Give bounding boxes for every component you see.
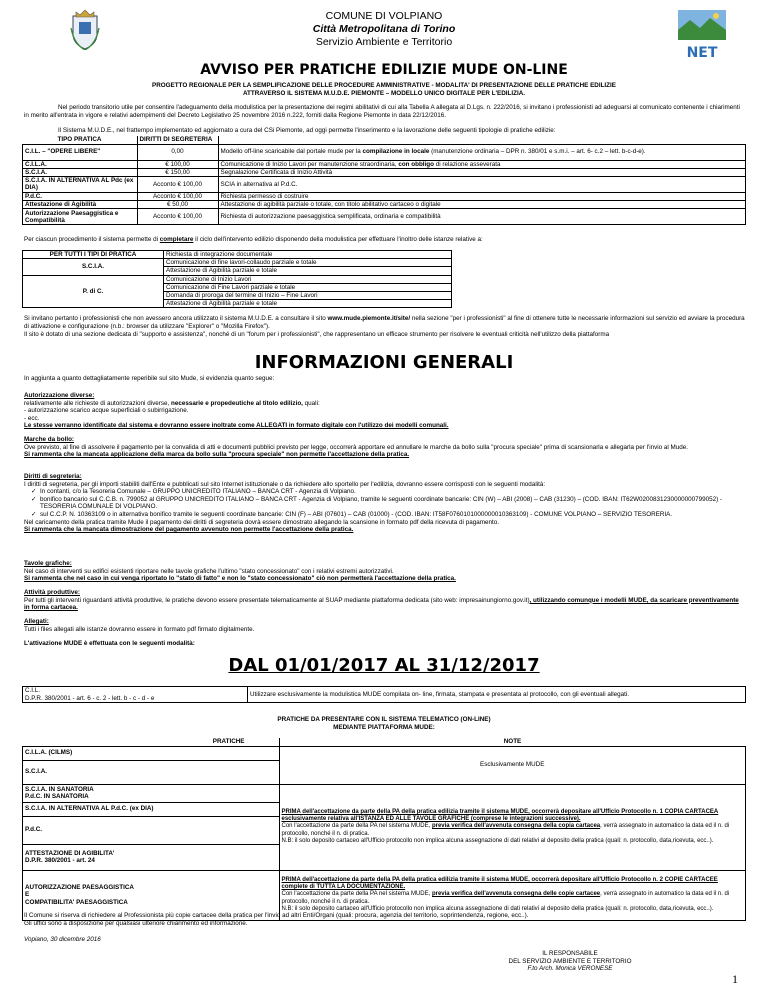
activation-line: L'attivazione MUDE è effettuata con le seguenti modalità:	[24, 640, 195, 647]
cil-cell: C.I.L. D.P.R. 380/2001 - art. 6 - c. 2 - lett. b - c - d - e	[23, 687, 248, 703]
diritti-cell: € 50,00	[137, 201, 218, 209]
net-logo	[676, 8, 728, 61]
desc-cell: Comunicazione di Inizio Lavori per manutenzione straordinaria, con obbligo di relazione asseverata	[218, 160, 746, 168]
support-paragraph: Il sito è dotato di una sezione dedicata di "supporto e assistenza", nonché di un "forum per i professionisti", che rappresentano un efficace strumento per risolvere le eventuali criticità nell'utilizzo della piattaforma	[24, 331, 610, 338]
section-title: Allegati:	[24, 618, 49, 625]
desc-cell: Attestazione di agibilità parziale o totale, con titolo abilitativo cartaceo o digitale	[218, 201, 746, 209]
service-name: Servizio Ambiente e Territorio	[315, 36, 453, 48]
page-number: 1	[732, 972, 738, 986]
system-paragraph: Il Sistema M.U.D.E., nel frattempo implementato ed aggiornato a cura del CSi Piemonte, ad oggi permette l'inserimento e la lavorazione delle seguenti tipologie di pratiche edilizie:	[58, 127, 556, 134]
practice-cell: ATTESTAZIONE DI AGIBILITA' D.P.R. 380/2001 - art. 24	[23, 844, 280, 870]
section-title: Autorizzazione diverse:	[24, 392, 95, 399]
municipality-name: COMUNE DI VOLPIANO	[325, 10, 443, 22]
subtitle-line-2: ATTRAVERSO IL SISTEMA M.U.D.E. PIEMONTE – MODELLO UNICO DIGITALE PER L'EDILIZIA.	[242, 89, 526, 97]
note-cell-b: PRIMA dell'accettazione da parte della PA della pratica edilizia tramite il sistema MUDE, occorrerà depositare all'Ufficio Protocollo n. 2 COPIE CARTACEE complete di TUTTA LA DOCUMENTAZIONE. Con l'accettazione da parte della PA nel sistema MUDE, previa verifica dell'avvenuta consegna delle copie cartacee, verrà assegnato in automatico la data ed il n. di protocollo, nonché il n. di pratica. N.B: il solo deposito cartaceo all'Ufficio protocollo non implica alcuna assegnazione di dati relativi al deposito della pratica (quali: n. protocollo, data,ricevuta, ecc..).	[279, 870, 746, 920]
header-pratiche: PRATICHE	[23, 738, 280, 746]
diritti-cell: 0,00	[137, 144, 218, 160]
cil-note-cell: Utilizzare esclusivamente la modulistica MUDE compilata on- line, firmata, stampata e presentata al protocollo, con gli eventuali allegati.	[248, 687, 746, 703]
desc-cell: Richiesta permesso di costruire	[218, 192, 746, 200]
page-title: AVVISO PER PRATICHE EDILIZIE MUDE ON-LINE	[200, 62, 568, 78]
tipo-cell: C.I.L. – "OPERE LIBERE"	[23, 144, 138, 160]
section-autorizzazioni: Autorizzazione diverse: relativamente alle richieste di autorizzazioni diverse, necessarie e propedeutiche al titolo edilizio, quali: - autorizzazione scarico acque superficiali o subirrigazione. - ecc. Le stesse verranno identificate dal sistema e dovranno essere inoltrate come ALLEGATI in formato digitale con l'utilizzo dei modelli comunali.	[24, 392, 746, 430]
table-row	[23, 201, 746, 209]
section-title: Attività produttive:	[24, 589, 80, 596]
practice-types-table	[22, 136, 746, 225]
all-practice-table	[22, 250, 452, 308]
practice-cell: S.C.I.A. IN SANATORIA P.d.C. IN SANATORIA	[23, 784, 280, 802]
header-diritti: DIRITTI DI SEGRETERIA	[137, 136, 218, 144]
complete-cycle-paragraph: Per ciascun procedimento il sistema permette di completare il ciclo dell'intervento edilizio disponendo della modulistica per effettuare l'inoltro delle istanze relative a:	[24, 236, 483, 243]
cil-table	[22, 686, 746, 703]
signature-block: IL RESPONSABILE DEL SERVIZIO AMBIENTE E TERRITORIO F.to Arch. Monica VERONESE	[508, 950, 632, 973]
list-item: Richiesta di integrazione documentale	[164, 251, 452, 259]
exclusively-mude-cell: Esclusivamente MUDE	[279, 746, 746, 784]
intro-paragraph: Nel periodo transitorio utile per consentire l'adeguamento della modulistica per la presentazione dei regimi abilitativi di cui alla Tabella A allegata al D.Lgs. n. 222/2016, si invitano i professionisti ad adeguarsi al comunicato contenente i chiarimenti in merito all'entrata in vigore e relativi adempimenti del Decreto Legislativo 25 novembre 2016 n.222, forniti dalla Regione Piemonte in data 22/12/2016.	[24, 104, 740, 119]
table-row	[23, 144, 746, 160]
metropolitan-city: Città Metropolitana di Torino	[312, 23, 456, 35]
list-item: ✓ bonifico bancario sul C.C.B. n. 799052 al GRUPPO UNICREDITO ITALIANO – BANCA CRT - Agenzia di Volpiano, tramite le seguenti coordinate bancarie: CIN (W) – ABI (2008) – CAB (31230) – (COD. IBAN: IT62W0200831230000000799052) - TESORERIA COMUNALE DI VOLPIANO.	[40, 496, 746, 511]
tipo-cell: C.I.L.A.	[23, 160, 138, 168]
telematic-practices-table	[22, 738, 746, 921]
table-row	[23, 192, 746, 200]
scia-label: S.C.I.A.	[23, 259, 164, 275]
general-info-title: INFORMAZIONI GENERALI	[254, 352, 514, 373]
info-intro: In aggiunta a quanto dettagliatamente reperibile sul sito Mude, si evidenzia quanto segue:	[24, 375, 275, 382]
list-item: ✓ In contanti, c/o la Tesoreria Comunale – GRUPPO UNICREDITO ITALIANO – BANCA CRT - Agenzia di Volpiano.	[40, 488, 746, 496]
list-item: Attestazione di Agibilità parziale e totale	[164, 267, 452, 275]
date-place: Vopiano, 30 dicembre 2016	[24, 936, 101, 943]
list-item: Domanda di proroga del termine di Inizio – Fine Lavori	[164, 292, 452, 300]
list-item: Attestazione di Agibilità parziale e totale	[164, 300, 452, 308]
tipo-cell: Autorizzazione Paesaggistica e Compatibilità	[23, 209, 138, 225]
closing-paragraph: Il Comune si riserva di richiedere al Professionista più copie cartacee della pratica per l'invio ad altri Enti/Organi (quali: procura, agenzia del territorio, soprintendenza, regione, ecc..). Gli uffici sono a disposizione per qualsiasi ulteriore chiarimento ed informazione.	[24, 912, 529, 927]
tipo-cell: S.C.I.A.	[23, 168, 138, 176]
diritti-cell: Acconto € 100,00	[137, 209, 218, 225]
invite-paragraph: Si invitano pertanto i professionisti che non avessero ancora utilizzato il sistema M.U.D.E. a consultare il sito www.mude.piemonte.it/site/ nella sezione "per i professionisti" al fine di ottenere tutte le necessarie informazioni sul servizio ed avviare la procedura di attivazione e configurazione (n.b.: browser da utilizzare "Explorer" o "Mozilla Firefox").	[24, 315, 745, 330]
all-practice-header: PER TUTTI I TIPI DI PRATICA	[23, 251, 164, 259]
section-title: Diritti di segreteria:	[24, 473, 82, 480]
diritti-cell: Acconto € 100,00	[137, 176, 218, 192]
practice-cell: S.C.I.A. IN ALTERNATIVA AL P.d.C. (ex DIA)	[23, 802, 280, 816]
desc-cell: Richiesta di autorizzazione paesaggistica semplificata, ordinaria e compatibilità	[218, 209, 746, 225]
date-range-title: DAL 01/01/2017 AL 31/12/2017	[228, 655, 540, 676]
section-title: Marche da bollo:	[24, 436, 75, 443]
note-cell-a: PRIMA dell'accettazione da parte della PA della pratica edilizia tramite il sistema MUDE, occorrerà depositare all'Ufficio Protocollo n. 1 COPIA CARTACEA esclusivamente relativa all'ISTANZA ED ALLE TAVOLE GRAFICHE (comprese le integrazioni successive). Con l'accettazione da parte della PA nel sistema MUDE, previa verifica dell'avvenuta consegna della copia cartacea, verrà assegnato in automatico la data ed il n. di protocollo, nonché il n. di pratica. N.B: il solo deposito cartaceo all'Ufficio protocollo non implica alcuna assegnazione di dati relativi al deposito della pratica (quali: n. protocollo, data,ricevuta, ecc..).	[279, 784, 746, 870]
table-row	[23, 209, 746, 225]
section-tavole: Tavole grafiche: Nel caso di interventi su edifici esistenti riportare nelle tavole grafiche l'ultimo "stato concessionato" con i relativi estremi autorizzativi. Si rammenta che nel caso in cui venga riportato lo "stato di fatto" e non lo "stato concessionato" ciò non permetterà l'accettazione della pratica.	[24, 560, 746, 583]
list-item: Comunicazione di Inizio Lavori	[164, 275, 452, 283]
subtitle-line-1: PROGETTO REGIONALE PER LA SEMPLIFICAZIONE DELLE PROCEDURE AMMINISTRATIVE - MODALITA' DI PRESENTAZIONE DELLE PRATICHE EDILIZIE	[152, 82, 616, 89]
list-item: Comunicazione di fine lavori-collaudo parziale e totale	[164, 259, 452, 267]
header-tipo: TIPO PRATICA	[23, 136, 138, 144]
practice-cell: C.I.L.A. (CILMS)	[23, 746, 280, 760]
section-title: Tavole grafiche:	[24, 560, 72, 567]
section-marche-bollo: Marche da bollo: Ove previsto, al fine di assolvere il pagamento per la convalida di atti e documenti pubblici previsto per legge, occorrerà apportare ed annullare le marche da bollo sulla "procura speciale" prima di scansionarla e allegarla per l'invio al Mude. Si rammenta che la mancata applicazione della marca da bollo sulla "procura speciale" non permette l'accettazione della pratica.	[24, 436, 746, 459]
practice-cell: AUTORIZZAZIONE PAESAGGISTICA E COMPATIBILITA' PAESAGGISTICA	[23, 870, 280, 920]
desc-cell: Modello off-line scaricabile dal portale mude per la compilazione in locale (manutenzione ordinaria – DPR n. 380/01 e s.m.i. – art. 6- c.2 – lett. b-c-d-e).	[218, 144, 746, 160]
diritti-cell: € 150,00	[137, 168, 218, 176]
tipo-cell: S.C.I.A. IN ALTERNATIVA AL Pdc (ex DIA)	[23, 176, 138, 192]
diritti-cell: Acconto € 100,00	[137, 192, 218, 200]
list-item: ✓ sul C.C.P. N. 10363109 o in alternativa bonifico tramite le seguenti coordinate bancarie: CIN (F) – ABI (07601) – CAB (01000) - (COD. IBAN: IT58F0760101000000010363109) - COMUNE VOLPIANO – SERVIZIO TESORERIA.	[40, 511, 746, 519]
practice-cell: P.d.C.	[23, 816, 280, 844]
desc-cell: Segnalazione Certificata di Inizio Attività	[218, 168, 746, 176]
diritti-cell: € 100,00	[137, 160, 218, 168]
tipo-cell: Attestazione di Agibilità	[23, 201, 138, 209]
section-attivita: Attività produttive: Per tutti gli interventi riguardanti attività produttive, le pratiche devono essere presentate telematicamente al SUAP mediante piattaforma dedicata (sito web: impresainungiorno.gov.it), utilizzando comunque i modelli MUDE, da scaricare preventivamente in forma cartacea.	[24, 589, 746, 612]
list-item: Comunicazione di Fine Lavori parziale e totale	[164, 283, 452, 291]
table-row	[23, 168, 746, 176]
practice-cell: S.C.I.A.	[23, 760, 280, 784]
table-row	[23, 160, 746, 168]
section-allegati: Allegati: Tutti i files allegati alle istanze dovranno essere in formato pdf firmato digitalmente.	[24, 618, 746, 633]
desc-cell: SCIA in alternativa al P.d.C.	[218, 176, 746, 192]
net-logo-text: NET	[686, 45, 718, 61]
section-diritti: Diritti di segreteria: I diritti di segreteria, per gli importi stabiliti dall'Ente e pubblicati sul sito Internet istituzionale o da richiedere allo sportello per l'edilizia, dovranno essere corrisposti con le seguenti modalità: ✓ In contanti, c/o la Tesoreria Comunale – GRUPPO UNICREDITO ITALIANO – BANCA CRT - Agenzia di Volpiano. ✓ bonifico bancario sul C.C.B. n. 799052 al GRUPPO UNICREDITO ITALIANO – BANCA CRT - Agenzia di Volpiano, tramite le seguenti coordinate bancarie: CIN (W) – ABI (2008) – CAB (31230) – (COD. IBAN: IT62W0200831230000000799052) - TESORERIA COMUNALE DI VOLPIANO. ✓ sul C.C.P. N. 10363109 o in alternativa bonifico tramite le seguenti coordinate bancarie: CIN (F) – ABI (07601) – CAB (01000) - (COD. IBAN: IT58F0760101000000010363109) - COMUNE VOLPIANO – SERVIZIO TESORERIA. Nel caricamento della pratica tramite Mude il pagamento dei diritti di segreteria dovrà essere dimostrato allegando la scansione in formato pdf della ricevuta di pagamento. Si rammenta che la mancata dimostrazione del pagamento avvenuto non permette l'accettazione della pratica.	[24, 473, 746, 534]
table-row	[23, 176, 746, 192]
header-note: NOTE	[279, 738, 746, 746]
pdc-label: P. di C.	[23, 275, 164, 308]
tipo-cell: P.d.C.	[23, 192, 138, 200]
telematic-title: PRATICHE DA PRESENTARE CON IL SISTEMA TELEMATICO (ON-LINE) MEDIANTE PIATTAFORMA MUDE:	[277, 716, 491, 731]
subtitle	[0, 82, 768, 97]
